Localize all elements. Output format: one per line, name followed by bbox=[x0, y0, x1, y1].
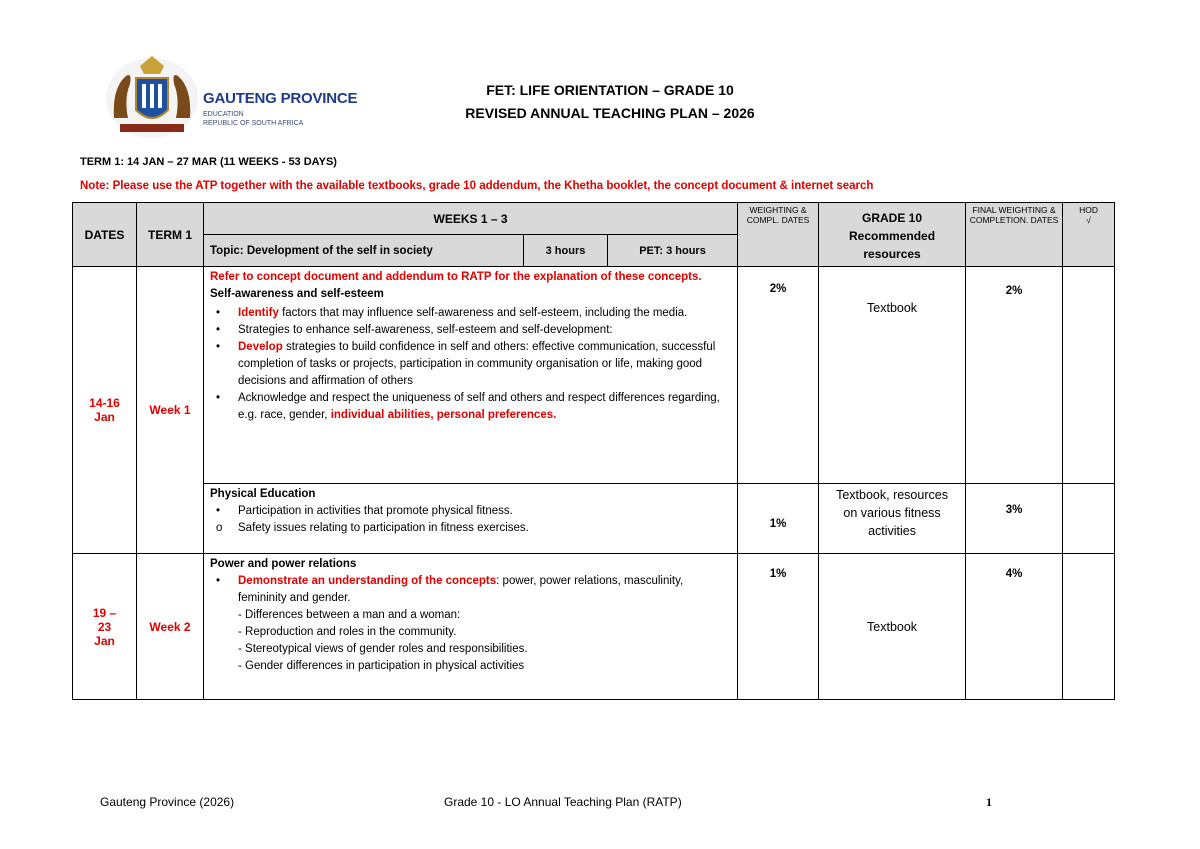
document-title: FET: LIFE ORIENTATION – GRADE 10 bbox=[486, 82, 734, 98]
list-item: • Strategies to enhance self-awareness, self-esteem and self-development: bbox=[238, 322, 731, 339]
week2-sub-4: - Gender differences in participation in physical activities bbox=[238, 660, 525, 672]
week1-weighting: 2% bbox=[738, 267, 819, 484]
week1-final: 2% bbox=[966, 267, 1063, 484]
week2-label: Week 2 bbox=[137, 554, 204, 700]
week1-section-title: Self-awareness and self-esteem bbox=[210, 288, 384, 300]
footer-left: Gauteng Province (2026) bbox=[100, 795, 235, 809]
week2-hod bbox=[1063, 554, 1115, 700]
week2-dates: 19 – 23 Jan bbox=[73, 554, 137, 700]
week2-final: 4% bbox=[966, 554, 1063, 700]
week2-sub-1: - Differences between a man and a woman: bbox=[238, 609, 461, 621]
header-hours: 3 hours bbox=[524, 235, 608, 267]
week2-sub-2: - Reproduction and roles in the community. bbox=[238, 626, 457, 638]
week2-resources: Textbook bbox=[819, 554, 966, 700]
page-number: 1 bbox=[986, 795, 992, 809]
header-grade-resources bbox=[819, 203, 966, 267]
term-info: TERM 1: 14 JAN – 27 MAR (11 WEEKS - 53 DAYS) bbox=[80, 156, 337, 168]
header-grade-sub2: resources bbox=[863, 247, 921, 261]
week2-bullets bbox=[210, 573, 731, 607]
list-item: • Participation in activities that promote physical fitness. bbox=[238, 503, 731, 520]
pe-weighting: 1% bbox=[738, 484, 819, 554]
week1-hod bbox=[1063, 267, 1115, 484]
header-weighting: WEIGHTING & COMPL. DATES bbox=[738, 203, 819, 267]
list-item: o Safety issues relating to participation in fitness exercises. bbox=[238, 520, 731, 537]
pe-bullets bbox=[210, 503, 731, 537]
week1-label: Week 1 bbox=[137, 267, 204, 554]
week1-pe-content bbox=[204, 484, 738, 554]
week1-resources: Textbook bbox=[819, 267, 966, 484]
header-row-1 bbox=[73, 203, 1115, 235]
header-topic: Topic: Development of the self in society bbox=[204, 235, 524, 267]
pe-hod bbox=[1063, 484, 1115, 554]
list-item: • Acknowledge and respect the uniqueness of self and others and respect differences regarding, e.g. race, gender, individual abilities, personal preferences. bbox=[238, 390, 731, 424]
week1-bullets bbox=[210, 305, 731, 424]
pe-resources: Textbook, resources on various fitness activities bbox=[819, 484, 966, 554]
table-row-week1-pe bbox=[73, 484, 1115, 554]
week2-sub-3: - Stereotypical views of gender roles and responsibilities. bbox=[238, 643, 528, 655]
list-item: • Develop strategies to build confidence in self and others: effective communication, successful completion of tasks or projects, participation in community organisation or life, making good decisions and affirmation of others bbox=[238, 339, 731, 390]
header-term: TERM 1 bbox=[137, 203, 204, 267]
logo-org-name: GAUTENG PROVINCE bbox=[203, 90, 358, 107]
footer-center: Grade 10 - LO Annual Teaching Plan (RATP) bbox=[444, 795, 682, 809]
logo-org-subtitle: EDUCATION REPUBLIC OF SOUTH AFRICA bbox=[203, 111, 304, 127]
week2-weighting: 1% bbox=[738, 554, 819, 700]
teaching-plan-table bbox=[72, 202, 1115, 700]
week2-section-title: Power and power relations bbox=[210, 558, 357, 570]
document-subtitle: REVISED ANNUAL TEACHING PLAN – 2026 bbox=[465, 105, 755, 121]
note-text: Note: Please use the ATP together with the available textbooks, grade 10 addendum, the Khetha booklet, the concept document & internet search bbox=[80, 180, 874, 192]
week1-intro: Refer to concept document and addendum to RATP for the explanation of these concepts. bbox=[210, 271, 702, 283]
list-item: • Demonstrate an understanding of the concepts: power, power relations, masculinity, femininity and gender. bbox=[238, 573, 731, 607]
week2-content bbox=[204, 554, 738, 700]
header-pet: PET: 3 hours bbox=[608, 235, 738, 267]
week1-dates: 14-16 Jan bbox=[73, 267, 137, 554]
header-grade-sub1: Recommended bbox=[849, 229, 936, 243]
table-row-week1 bbox=[73, 267, 1115, 484]
week1-content bbox=[204, 267, 738, 484]
hod-check-icon: √ bbox=[1086, 215, 1091, 225]
table-row-week2 bbox=[73, 554, 1115, 700]
header-grade-title: GRADE 10 bbox=[862, 211, 923, 225]
header-final-weighting: FINAL WEIGHTING & COMPLETION. DATES bbox=[966, 203, 1063, 267]
pe-title: Physical Education bbox=[210, 488, 316, 500]
header-dates: DATES bbox=[73, 203, 137, 267]
list-item: • Identify factors that may influence self-awareness and self-esteem, including the media. bbox=[238, 305, 731, 322]
pe-final: 3% bbox=[966, 484, 1063, 554]
header-hod: HOD √ bbox=[1063, 203, 1115, 267]
header-weeks: WEEKS 1 – 3 bbox=[204, 203, 738, 235]
